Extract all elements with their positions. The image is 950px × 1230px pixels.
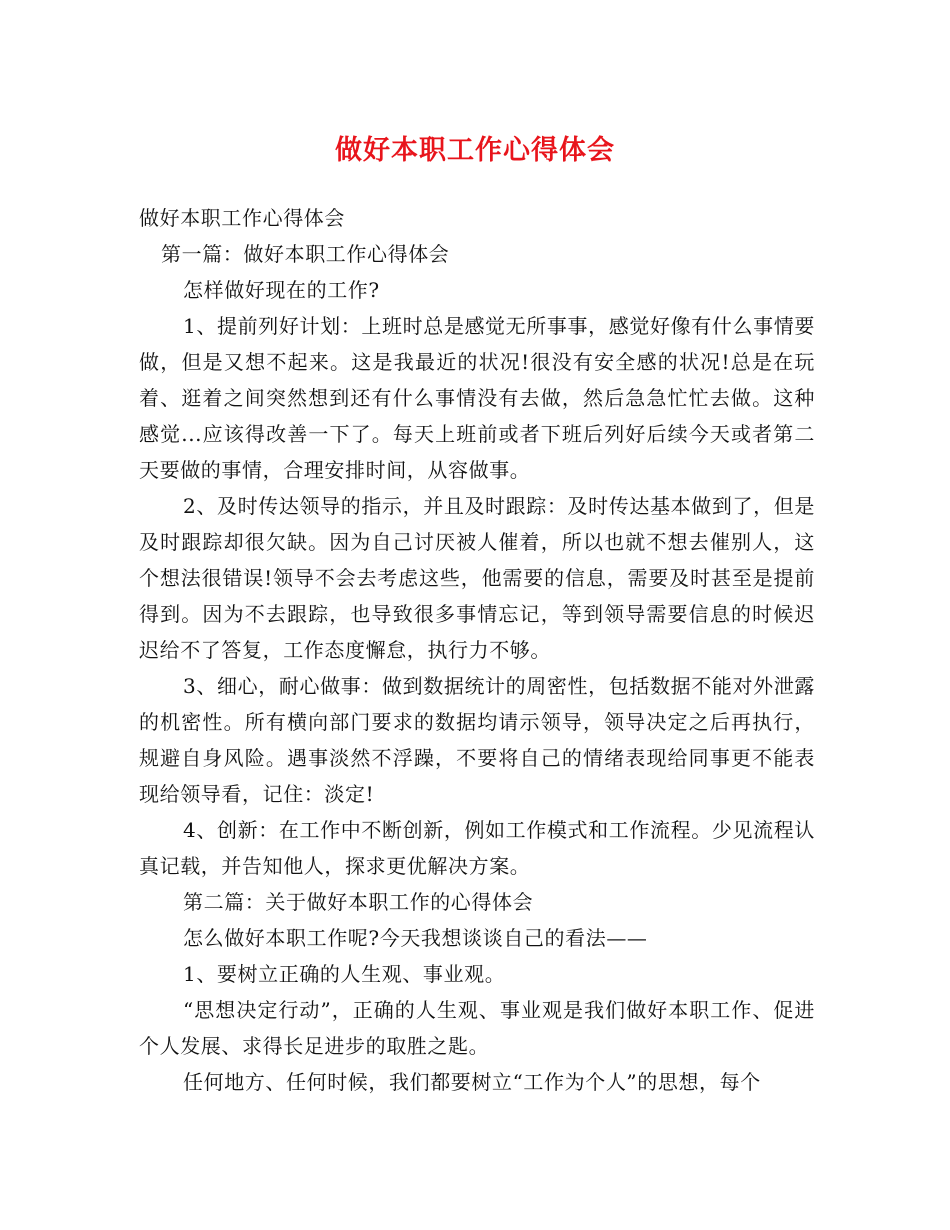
paragraph-point-1: 1、提前列好计划：上班时总是感觉无所事事，感觉好像有什么事情要做，但是又想不起来。这是我最近的状况!很没有安全感的状况!总是在玩着、逛着之间突然想到还有什么事情没有去做，然后急急忙忙去做。这种感觉...应该得改善一下了。每天上班前或者下班后列好后续今天或者第二天要做的事情，合理安排时间，从容做事。 bbox=[139, 314, 815, 482]
document-body bbox=[139, 200, 815, 1100]
paragraph-doc-heading: 做好本职工作心得体会 bbox=[139, 206, 345, 230]
paragraph-point-2: 2、及时传达领导的指示，并且及时跟踪：及时传达基本做到了，但是及时跟踪却很欠缺。因为自己讨厌被人催着，所以也就不想去催别人，这个想法很错误!领导不会去考虑这些，他需要的信息，需要及时甚至是提前得到。因为不去跟踪，也导致很多事情忘记，等到领导需要信息的时候迟迟给不了答复，工作态度懈怠，执行力不够。 bbox=[139, 494, 815, 662]
paragraph-point-4: 4、创新：在工作中不断创新，例如工作模式和工作流程。少见流程认真记载，并告知他人，探求更优解决方案。 bbox=[139, 818, 815, 878]
paragraph-quote: “思想决定行动”，正确的人生观、事业观是我们做好本职工作、促进个人发展、求得长足进步的取胜之匙。 bbox=[139, 998, 815, 1058]
paragraph-part-two-intro: 怎么做好本职工作呢?今天我想谈谈自己的看法—— bbox=[183, 926, 648, 950]
paragraph-closing: 任何地方、任何时候，我们都要树立“工作为个人”的思想，每个 bbox=[183, 1070, 761, 1094]
paragraph-point-3: 3、细心，耐心做事：做到数据统计的周密性，包括数据不能对外泄露的机密性。所有横向部门要求的数据均请示领导，领导决定之后再执行，规避自身风险。遇事淡然不浮躁，不要将自己的情绪表现给同事更不能表现给领导看，记住：淡定! bbox=[139, 674, 815, 806]
paragraph-part-two-heading: 第二篇：关于做好本职工作的心得体会 bbox=[183, 890, 534, 914]
paragraph-part-two-point-1: 1、要树立正确的人生观、事业观。 bbox=[183, 962, 506, 986]
document-title: 做好本职工作心得体会 bbox=[335, 135, 615, 166]
paragraph-part-one-heading: 第一篇：做好本职工作心得体会 bbox=[161, 242, 450, 266]
paragraph-question: 怎样做好现在的工作? bbox=[183, 278, 380, 302]
